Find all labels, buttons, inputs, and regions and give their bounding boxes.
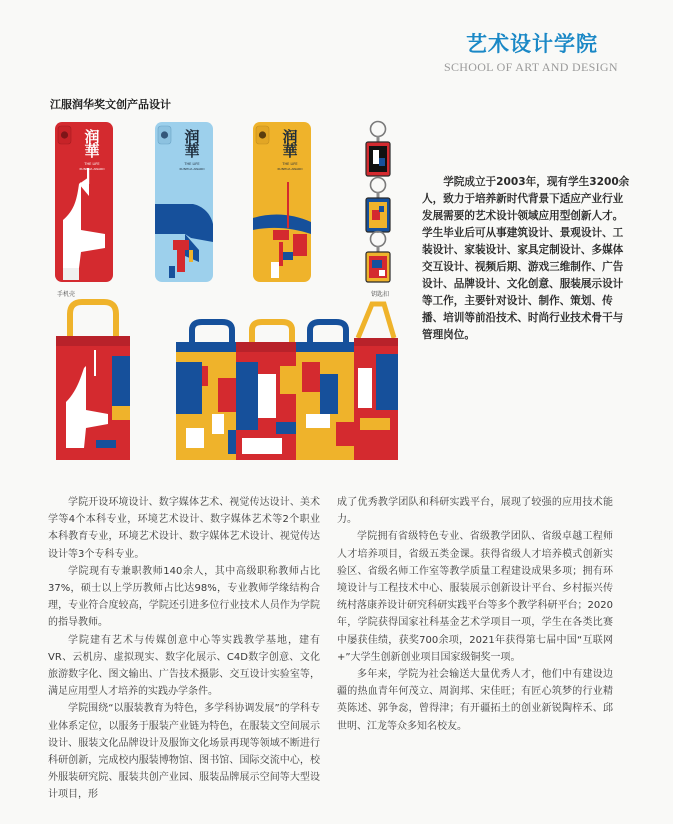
body-right-paragraph-3: 多年来，学院为社会输送大量优秀人才，他们中有建设边疆的热血青年何茂立、周润邦、宋佳旺；有匠心筑梦的行业精英陈述、郭争惢，曾得津；有开疆拓土的创业新锐陶梓禾、邱世明、江龙等众多知名校友。 — [337, 669, 613, 732]
phone-case-red — [55, 122, 113, 282]
body-column-left — [48, 494, 320, 804]
body-left-paragraph-3: 学院建有艺术与传媒创意中心等实践教学基地，建有VR、云机房、虚拟现实、数字化展示、C4D数字创意、文化旅游数字化、图文输出、广告技术摄影、交互设计实验室等，满足应用型人才培养的实践办学条件。 — [48, 634, 320, 698]
phone-case-light-blue-brand-2: RUNHUA AWARD — [179, 167, 205, 171]
caption-phone: 手机壳 — [57, 291, 76, 298]
phone-case-light-blue-brand: 润 華 — [184, 128, 200, 160]
keychain-yellow — [363, 230, 393, 290]
body-right-paragraph-1: 成了优秀教学团队和科研实践平台，展现了较强的应用技术能力。 — [337, 497, 613, 526]
intro-paragraph: 学院成立于2003年，现有学生3200余人，致力于培养新时代背景下适应产业行业发展需要的艺术设计领域应用型创新人才。学生毕业后可从事建筑设计、景观设计、工装设计、家装设计、家具定制设计、多媒体交互设计、视频后期、游戏三维制作、广告设计、品牌设计、文化创意、服装展示设计等工作，主要针对设计、制作、策划、传播、培训等前沿技术、时尚行业技术骨干与管理岗位。 — [422, 176, 630, 341]
body-left-paragraph-2: 学院现有专兼职教师140余人，其中高级职称教师占比37%，硕士以上学历教师占比达98%，专业教师学缘结构合理，专业符合度较高，学院还引进多位行业技术人员作为学院的指导教师。 — [48, 565, 320, 629]
body-left-paragraph-1: 学院开设环境设计、数字媒体艺术、视觉传达设计、美术学等4个本科专业，环境艺术设计、数字媒体艺术等2个职业本科教育专业，环境艺术设计、数字媒体艺术设计、视觉传达设计等3个专科专业。 — [48, 497, 320, 560]
body-column-right — [337, 494, 613, 735]
phone-case-light-blue — [155, 122, 213, 282]
phone-case-red-brand-1: THE LIFE — [84, 162, 100, 166]
header-subtitle: SCHOOL OF ART AND DESIGN — [444, 60, 618, 74]
tote-bag-red — [52, 298, 134, 468]
phone-case-yellow-brand-1: THE LIFE — [282, 162, 298, 166]
phone-case-yellow-brand: 润 華 — [282, 128, 298, 160]
phone-case-red-brand: 润 華 — [84, 128, 100, 160]
phone-case-light-blue-brand-1: THE LIFE — [184, 162, 200, 166]
phone-case-yellow — [253, 122, 311, 282]
section-title: 江服润华奖文创产品设计 — [50, 98, 171, 111]
caption-keychain: 钥匙扣 — [371, 291, 390, 298]
body-right-paragraph-2: 学院拥有省级特色专业、省级教学团队、省级卓越工程师人才培养项目，省级五类金课。获得省级人才培养模式创新实验区、省级名师工作室等教学质量工程建设成果多项；拥有环境设计与工程技术中心、服装展示创新设计平台、乡村振兴传统村落康养设计研究科研实践平台等多个教学科研平台；2020年，学院获得国家社科基金艺术学项目一项，学生在各类比赛中屡获佳绩，获奖700余项，2021年获得第七届中国“互联网+”大学生创新创业项目国家级铜奖一项。 — [337, 531, 613, 663]
tote-bag-side — [350, 298, 402, 468]
header-title: 艺术设计学院 — [466, 32, 598, 56]
phone-case-yellow-brand-2: RUNHUA AWARD — [277, 167, 303, 171]
body-left-paragraph-4: 学院围绕“以服装教育为特色，多学科协调发展”的学科专业体系定位，以服务于服装产业链为特色，在服装文空间展示设计、服装文化品牌设计及服饰文化场景再现等领域不断进行科研创新，完成校内服装博物馆、图书馆、国际交流中心，校外服装研究院、服装共创产业园、服装品牌展示空间等大型设计项目，形 — [48, 703, 320, 801]
phone-case-red-brand-2: RUNHUA AWARD — [79, 167, 105, 171]
